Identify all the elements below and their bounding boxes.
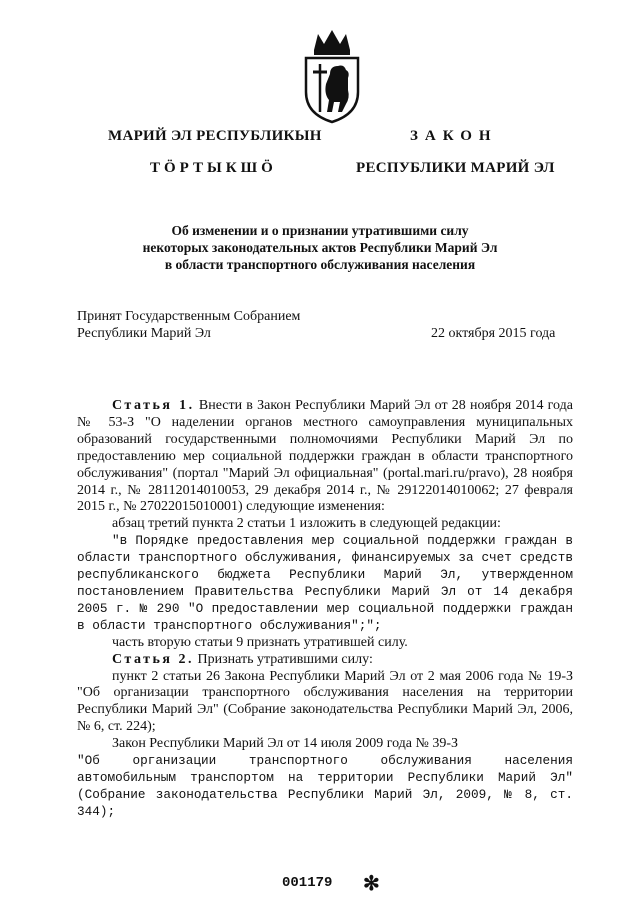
article-2-item-2-quote: "Об организации транспортного обслуживания населения автомобильным транспортом на территории Республики Марий Эл" (Собрание законодательства Республики Марий Эл, 2009, № 8, ст. 344); [77,753,573,819]
law-body [77,398,573,821]
article-2-paragraph [77,652,573,669]
article-2-text: Признать утратившими силу: [193,651,373,667]
header-left-line1: МАРИЙ ЭЛ РЕСПУБЛИКЫН [108,128,322,144]
article-1-text: Внести в Закон Республики Марий Эл от 28 ноября 2014 года № 53-З "О наделении органов местного самоуправления муниципальных образований государственными полномочиями Республики Марий Эл по предоставлению мер социальной поддержки граждан в области транспортного обслуживания" (портал "Марий Эл официальная" (portal.mari.ru/pravo), 28 ноября 2014 г., № 28112014010053, 29 декабря 2014 г., № 29122014010062; 27 февраля 2015 г., № 27022015010001) следующие изменения: [77,398,573,515]
document-number: 001179 [282,875,333,891]
adopted-date: 22 октября 2015 года [431,326,556,341]
title-line: Об изменении и о признании утратившими силу [171,223,469,238]
title-line: в области транспортного обслуживания населения [164,257,476,272]
article-1-paragraph [77,398,573,516]
header-right-line2: РЕСПУБЛИКИ МАРИЙ ЭЛ [356,160,555,176]
article-2-item-2-head: Закон Республики Марий Эл от 14 июля 2009 года № 39-З [112,736,459,752]
header-left-line2: ТӦРТЫКШӦ [150,160,277,176]
article-1-quote: "в Порядке предоставления мер социальной поддержки граждан в области транспортного обслуживания, финансируемых за счет средств республиканского бюджета Республики Марий Эл, утвержденном постановлением Правительства Республики Марий Эл от 14 декабря 2005 г. № 290 "О предоставлении мер социальной поддержки граждан в области транспортного обслуживания";"; [77,533,573,633]
article-1-item-1: абзац третий пункта 2 статьи 1 изложить в следующей редакции: [112,516,501,532]
article-2-label: Статья 2. [112,651,194,667]
adopted-line1: Принят Государственным Собранием [77,309,301,324]
coat-of-arms-icon [300,28,364,124]
law-title [80,222,560,273]
article-1-item-2: часть вторую статьи 9 признать утратившей силу. [112,634,408,650]
title-line: некоторых законодательных актов Республики Марий Эл [142,240,498,255]
header-right-line1: ЗАКОН [410,128,498,144]
article-2-item-1: пункт 2 статьи 26 Закона Республики Марий Эл от 2 мая 2006 года № 19-З "Об организации транспортного обслуживания населения на территории Республики Марий Эл" (Собрание законодательства Республики Марий Эл, 2006, № 6, ст. 224); [77,668,573,735]
asterisk-mark-icon: ✻ [363,873,380,895]
adopted-line2: Республики Марий Эл [77,326,211,341]
article-1-label: Статья 1. [112,398,195,413]
